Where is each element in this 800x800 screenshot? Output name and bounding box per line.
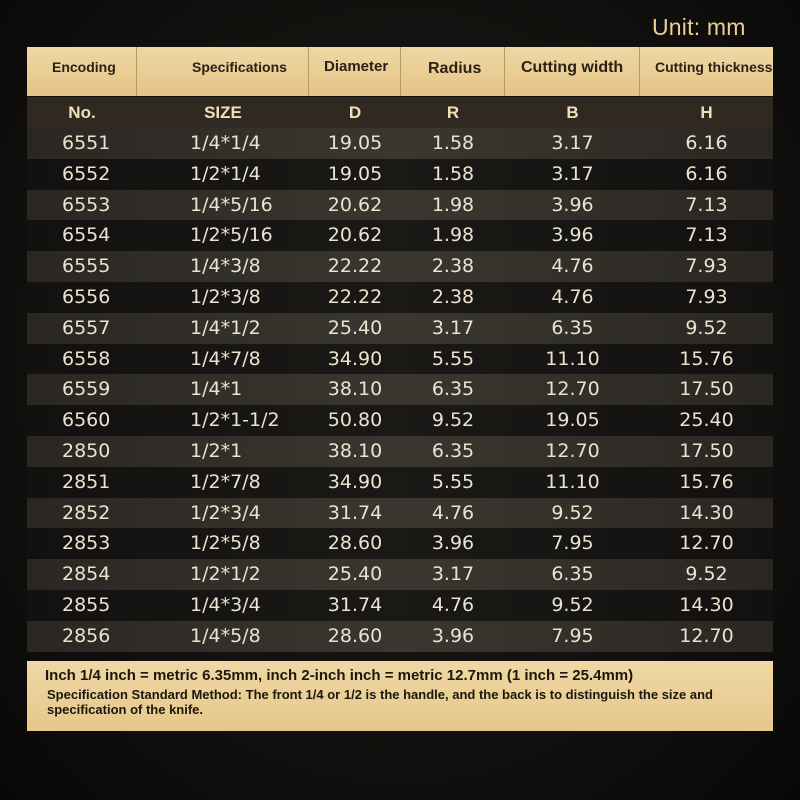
header-cutting-width: Cutting width <box>505 47 640 96</box>
cell-cutting-thickness: 7.13 <box>685 193 728 216</box>
cell-radius: 6.35 <box>431 439 475 462</box>
cell-cutting-width: 9.52 <box>551 501 594 524</box>
cell-no: 2855 <box>62 593 111 616</box>
table-row <box>27 282 773 313</box>
cell-size: 1/4*5/8 <box>190 624 261 647</box>
note-conversion: Inch 1/4 inch = metric 6.35mm, inch 2-inch inch = metric 12.7mm (1 inch = 25.4mm) <box>45 667 634 684</box>
cell-cutting-thickness: 9.52 <box>685 563 728 586</box>
cell-radius: 6.35 <box>431 378 475 401</box>
table-row <box>27 313 773 344</box>
cell-diameter: 22.22 <box>327 255 383 278</box>
cell-radius: 5.55 <box>431 347 475 370</box>
cell-diameter: 22.22 <box>327 285 383 308</box>
cell-diameter: 28.60 <box>327 532 383 555</box>
cell-size: 1/4*1/4 <box>190 132 261 154</box>
cell-cutting-width: 12.70 <box>545 378 600 401</box>
cell-cutting-thickness: 12.70 <box>679 624 734 647</box>
cell-size: 1/4*1/2 <box>190 316 261 339</box>
cell-radius: 5.55 <box>431 470 475 493</box>
cell-cutting-width: 19.05 <box>545 409 600 432</box>
cell-size: 1/4*1 <box>190 378 243 401</box>
cell-cutting-thickness: 17.50 <box>679 439 734 462</box>
cell-cutting-width: 11.10 <box>545 470 600 493</box>
cell-diameter: 25.40 <box>327 563 383 586</box>
cell-diameter: 20.62 <box>327 193 383 216</box>
cell-no: 2851 <box>62 470 111 493</box>
table-row <box>27 528 773 559</box>
cell-radius: 3.17 <box>431 563 475 586</box>
header-radius: Radius <box>401 47 505 96</box>
cell-cutting-width: 11.10 <box>545 347 600 370</box>
cell-radius: 3.96 <box>431 624 475 647</box>
cell-size: 1/4*5/16 <box>190 193 273 216</box>
cell-radius: 4.76 <box>431 501 475 524</box>
cell-cutting-width: 3.17 <box>551 132 594 154</box>
subheader-d: D <box>348 103 362 122</box>
cell-size: 1/2*3/8 <box>190 285 261 308</box>
cell-diameter: 19.05 <box>327 162 383 185</box>
notes-box <box>27 661 773 731</box>
table-row <box>27 467 773 498</box>
table-row <box>27 498 773 529</box>
table-row <box>27 159 773 190</box>
cell-diameter: 34.90 <box>327 470 383 493</box>
subheader-b: B <box>566 103 579 122</box>
table-row <box>27 405 773 436</box>
subheader-size: SIZE <box>204 103 242 122</box>
cell-no: 6553 <box>62 193 111 216</box>
cell-diameter: 20.62 <box>327 224 383 247</box>
cell-cutting-thickness: 17.50 <box>679 378 734 401</box>
cell-cutting-width: 6.35 <box>551 563 594 586</box>
cell-cutting-width: 4.76 <box>551 255 594 278</box>
cell-no: 6552 <box>62 162 111 185</box>
table-row <box>27 436 773 467</box>
cell-cutting-thickness: 15.76 <box>679 347 734 370</box>
cell-size: 1/2*1 <box>190 439 243 462</box>
table-row <box>27 251 773 282</box>
cell-cutting-thickness: 6.16 <box>685 132 728 154</box>
cell-no: 6556 <box>62 285 111 308</box>
table-subheader <box>27 96 773 128</box>
header-encoding: Encoding <box>27 47 137 96</box>
cell-size: 1/2*3/4 <box>190 501 261 524</box>
cell-no: 2853 <box>62 532 111 555</box>
cell-size: 1/2*7/8 <box>190 470 261 493</box>
cell-diameter: 38.10 <box>327 439 383 462</box>
cell-radius: 2.38 <box>431 285 475 308</box>
cell-cutting-thickness: 15.76 <box>679 470 734 493</box>
cell-radius: 1.98 <box>431 224 475 247</box>
cell-cutting-width: 7.95 <box>551 532 594 555</box>
cell-cutting-thickness: 25.40 <box>679 409 734 432</box>
cell-no: 6558 <box>62 347 111 370</box>
cell-radius: 3.96 <box>431 532 475 555</box>
cell-no: 6554 <box>62 224 111 247</box>
cell-size: 1/4*7/8 <box>190 347 261 370</box>
cell-diameter: 31.74 <box>327 501 383 524</box>
cell-cutting-width: 12.70 <box>545 439 600 462</box>
cell-no: 2852 <box>62 501 111 524</box>
cell-cutting-width: 4.76 <box>551 285 594 308</box>
note-spec-method: Specification Standard Method: The front 1/4 or 1/2 is the handle, and the back is to distinguish the size and specification of the knife. <box>47 687 713 717</box>
table-row <box>27 344 773 375</box>
cell-diameter: 25.40 <box>327 316 383 339</box>
cell-size: 1/4*3/8 <box>190 255 261 278</box>
spec-table <box>27 47 773 652</box>
cell-cutting-width: 6.35 <box>551 316 594 339</box>
cell-cutting-thickness: 14.30 <box>679 593 734 616</box>
cell-radius: 1.58 <box>431 132 475 154</box>
cell-cutting-thickness: 9.52 <box>685 316 728 339</box>
cell-radius: 3.17 <box>431 316 475 339</box>
cell-cutting-width: 3.96 <box>551 224 594 247</box>
table-row <box>27 374 773 405</box>
cell-diameter: 28.60 <box>327 624 383 647</box>
cell-diameter: 34.90 <box>327 347 383 370</box>
cell-radius: 2.38 <box>431 255 475 278</box>
table-body <box>27 128 773 652</box>
cell-no: 6559 <box>62 378 111 401</box>
header-specifications: Specifications <box>137 47 309 96</box>
cell-size: 1/2*1/4 <box>190 162 261 185</box>
cell-size: 1/2*1-1/2 <box>190 409 280 432</box>
cell-radius: 1.98 <box>431 193 475 216</box>
cell-cutting-width: 3.17 <box>551 162 594 185</box>
cell-radius: 9.52 <box>431 409 475 432</box>
cell-no: 6560 <box>62 409 111 432</box>
cell-cutting-thickness: 14.30 <box>679 501 734 524</box>
cell-no: 6555 <box>62 255 111 278</box>
cell-radius: 4.76 <box>431 593 475 616</box>
cell-cutting-thickness: 7.93 <box>685 285 728 308</box>
header-cutting-thickness: Cutting thickness <box>655 59 773 75</box>
table-row <box>27 559 773 590</box>
table-header <box>27 47 773 96</box>
cell-no: 2850 <box>62 439 111 462</box>
cell-cutting-thickness: 6.16 <box>685 162 728 185</box>
cell-diameter: 50.80 <box>327 409 383 432</box>
cell-cutting-thickness: 7.93 <box>685 255 728 278</box>
table-row <box>27 190 773 221</box>
cell-no: 2856 <box>62 624 111 647</box>
subheader-no: No. <box>68 103 96 122</box>
cell-cutting-width: 7.95 <box>551 624 594 647</box>
subheader-r: R <box>446 103 460 122</box>
cell-size: 1/2*5/16 <box>190 224 273 247</box>
table-row <box>27 590 773 621</box>
cell-diameter: 31.74 <box>327 593 383 616</box>
table-row <box>27 128 773 159</box>
cell-cutting-thickness: 12.70 <box>679 532 734 555</box>
subheader-h: H <box>700 103 713 122</box>
cell-diameter: 19.05 <box>327 132 383 154</box>
cell-diameter: 38.10 <box>327 378 383 401</box>
cell-size: 1/2*1/2 <box>190 563 261 586</box>
cell-no: 6551 <box>62 132 111 154</box>
cell-no: 6557 <box>62 316 111 339</box>
cell-no: 2854 <box>62 563 111 586</box>
header-diameter: Diameter <box>309 47 401 96</box>
cell-cutting-width: 9.52 <box>551 593 594 616</box>
cell-cutting-width: 3.96 <box>551 193 594 216</box>
cell-cutting-thickness: 7.13 <box>685 224 728 247</box>
unit-label: Unit: mm <box>652 14 746 40</box>
cell-size: 1/4*3/4 <box>190 593 261 616</box>
cell-radius: 1.58 <box>431 162 475 185</box>
table-row <box>27 220 773 251</box>
table-row <box>27 621 773 652</box>
cell-size: 1/2*5/8 <box>190 532 261 555</box>
